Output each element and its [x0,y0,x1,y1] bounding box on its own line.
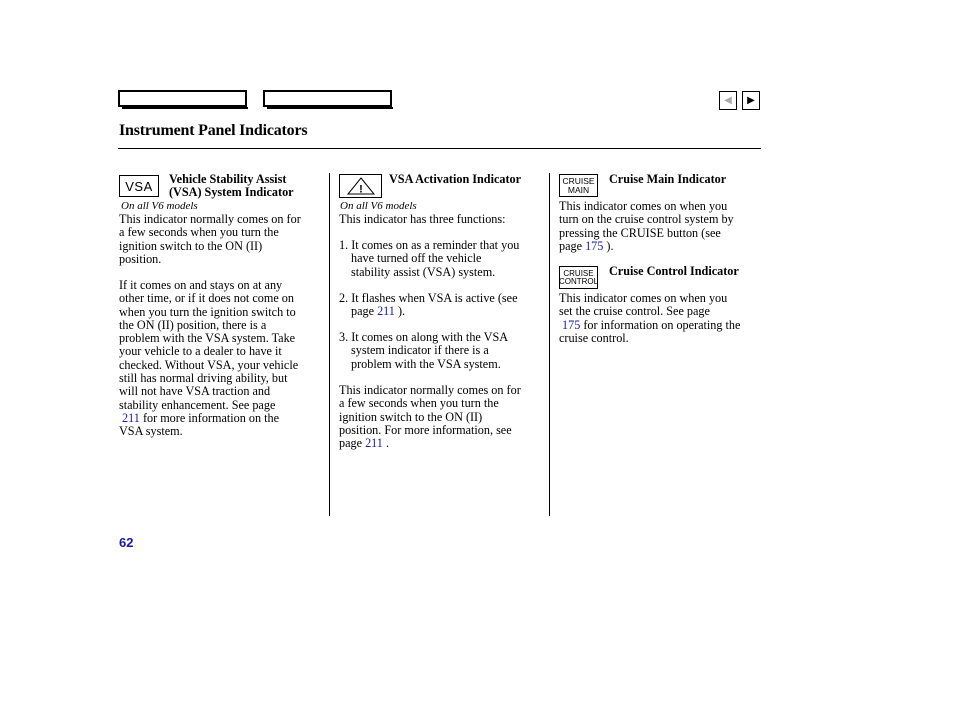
text-line [559,240,734,253]
text-line: the ON (II) position, there is a [119,317,267,332]
vsa-activation-intro: This indicator has three functions: [339,212,506,226]
text-line [559,319,740,332]
text-fragment: ). [394,304,406,319]
vsa-icon-text: VSA [125,178,153,194]
vsa-heading-line2: (VSA) System Indicator [169,185,294,200]
cruise-control-icon-line2: CONTROL [558,276,599,286]
text-line: checked. Without VSA, your vehicle [119,357,299,372]
vsa-activation-paragraph [339,384,521,450]
page-link-211[interactable]: 211 [377,304,395,319]
text-line: stability assist (VSA) system. [351,264,496,279]
page-link-175[interactable]: 175 [585,238,604,253]
cruise-main-icon [559,174,598,197]
vsa-heading-line1: Vehicle Stability Assist [169,172,287,186]
cruise-control-icon-line1: CRUISE [563,268,594,278]
text-fragment: page [339,436,366,451]
text-line: problem with the VSA system. [351,356,501,371]
title-divider [118,148,761,149]
text-line: will not have VSA traction and [119,384,271,399]
nav-tab-box-2[interactable] [263,90,392,107]
cruise-main-paragraph [559,200,734,253]
cruise-main-icon-line1: CRUISE [562,176,595,186]
arrow-right-icon: ▶ [747,95,755,106]
text-line: have turned off the vehicle [351,251,482,266]
text-line: This indicator comes on when you [559,199,728,213]
cruise-control-heading: Cruise Control Indicator [609,264,739,278]
text-fragment: for more information on the [139,410,279,425]
text-fragment: page [351,304,378,319]
text-line: set the cruise control. See page [559,304,710,319]
text-line: pressing the CRUISE button (see [559,225,721,240]
vsa-heading [169,173,294,200]
text-line: when you turn the ignition switch to [119,304,296,319]
text-line: a few seconds when you turn the [339,396,499,411]
page-link-211[interactable]: 211 [365,436,383,451]
arrow-left-icon: ◀ [724,95,732,106]
text-line: system indicator if there is a [351,343,489,358]
text-line: other time, or if it does not come on [119,291,294,306]
text-line: 3. It comes on along with the VSA [339,330,509,344]
text-line: ignition switch to the ON (II) [339,409,483,424]
text-line: stability enhancement. See page [119,397,276,412]
function-item-2 [339,292,518,319]
text-line: cruise control. [559,330,629,345]
vsa-paragraph-2 [119,279,298,439]
text-line: your vehicle to a dealer to have it [119,344,282,359]
text-line: position. For more information, see [339,422,512,437]
text-fragment: for information on operating the [580,317,741,332]
text-line: If it comes on and stays on at any [119,278,283,292]
column-divider-2 [549,173,550,516]
text-line: problem with the VSA system. Take [119,331,296,346]
function-item-3 [339,331,508,371]
column-divider-1 [329,173,330,516]
text-fragment: page [559,238,586,253]
page-link-211[interactable]: 211 [122,410,140,425]
vsa-activation-icon [339,174,382,198]
text-fragment: ). [603,238,614,253]
cruise-main-icon-line2: MAIN [567,184,590,195]
prev-page-button[interactable] [719,91,737,110]
cruise-control-paragraph [559,292,740,345]
text-line [339,305,518,318]
nav-tab-box-1[interactable] [118,90,247,107]
text-fragment: . [382,436,389,451]
text-line: 2. It flashes when VSA is active (see [339,291,518,305]
vsa-model-note: On all V6 models [121,200,198,212]
text-line: VSA system. [119,424,183,439]
text-line: position. [119,251,162,266]
vsa-paragraph-1 [119,213,301,266]
warning-triangle-icon [346,176,376,196]
text-line: a few seconds when you turn the [119,225,279,240]
page-link-175[interactable]: 175 [562,317,581,332]
text-line: ignition switch to the ON (II) [119,238,263,253]
text-line: turn on the cruise control system by [559,212,734,227]
svg-text:!: ! [358,183,363,196]
text-line: This indicator comes on when you [559,291,728,305]
function-item-1 [339,239,519,279]
text-line: still has normal driving ability, but [119,371,288,386]
text-line: This indicator normally comes on for [339,383,521,397]
text-line: This indicator normally comes on for [119,212,301,226]
next-page-button[interactable] [742,91,760,110]
page-title: Instrument Panel Indicators [119,122,308,139]
vsa-activation-model-note: On all V6 models [340,200,417,212]
cruise-main-heading: Cruise Main Indicator [609,172,727,186]
vsa-activation-heading: VSA Activation Indicator [389,172,522,186]
text-line: 1. It comes on as a reminder that you [339,238,520,252]
page-number: 62 [119,535,134,550]
cruise-control-icon [559,266,598,289]
text-line [339,437,521,450]
text-line [119,412,298,425]
vsa-indicator-icon [119,175,159,197]
